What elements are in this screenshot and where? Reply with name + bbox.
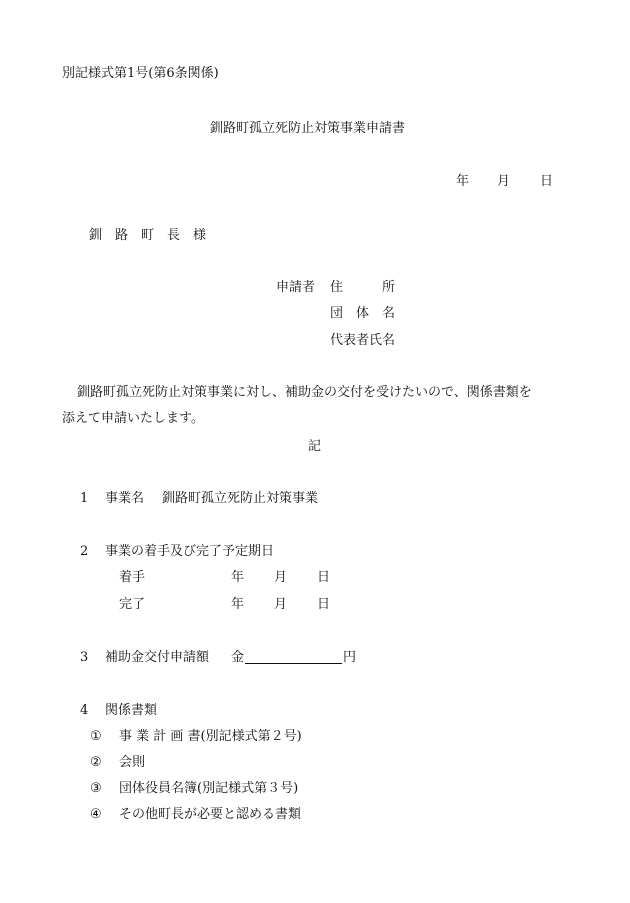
end-month: 月 (274, 597, 288, 612)
doc-3-mark: ③ (90, 781, 102, 796)
doc-2-text: 会則 (119, 755, 146, 770)
body-line-2: 添えて申請いたします。 (62, 411, 204, 426)
applicant-representative-label: 代表者氏名 (330, 333, 396, 348)
applicant-address-label: 住 所 (330, 280, 396, 295)
ki-heading: 記 (308, 439, 322, 454)
doc-1-text: 事 業 計 画 書(別記様式第２号) (119, 729, 302, 744)
form-title: 釧路町孤立死防止対策事業申請書 (210, 121, 406, 136)
start-month: 月 (274, 570, 288, 585)
item-1-number: 1 (80, 491, 89, 506)
item-3-label: 補助金交付申請額 (105, 650, 210, 665)
item-4-label: 関係書類 (105, 703, 158, 718)
start-day: 日 (317, 570, 331, 585)
doc-2-mark: ② (90, 755, 102, 770)
date-year: 年 (456, 174, 470, 189)
applicant-group-name-label: 団 体 名 (330, 306, 396, 321)
doc-3-text: 団体役員名簿(別記様式第３号) (119, 781, 299, 796)
item-1-value: 釧路町孤立死防止対策事業 (162, 491, 319, 506)
form-number: 別記様式第1号(第6条関係) (62, 66, 219, 81)
end-label: 完了 (119, 597, 146, 612)
doc-4-text: その他町長が必要と認める書類 (119, 807, 302, 822)
date-day: 日 (540, 174, 554, 189)
item-1-label: 事業名 (105, 491, 145, 506)
amount-blank-line (245, 663, 342, 664)
item-4-number: 4 (80, 703, 89, 718)
body-line-1: 釧路町孤立死防止対策事業に対し、補助金の交付を受けたいので、関係書類を (77, 385, 532, 400)
item-2-label: 事業の着手及び完了予定期日 (105, 544, 275, 559)
end-year: 年 (231, 597, 245, 612)
doc-1-mark: ① (90, 729, 102, 744)
end-day: 日 (317, 597, 331, 612)
start-year: 年 (231, 570, 245, 585)
item-3-number: 3 (80, 650, 89, 665)
applicant-label: 申請者 (276, 280, 316, 295)
amount-suffix: 円 (343, 650, 357, 665)
date-month: 月 (497, 174, 511, 189)
item-2-number: 2 (80, 544, 89, 559)
addressee: 釧 路 町 長 様 (89, 228, 207, 243)
start-label: 着手 (119, 570, 146, 585)
amount-prefix: 金 (231, 650, 245, 665)
doc-4-mark: ④ (90, 807, 102, 822)
